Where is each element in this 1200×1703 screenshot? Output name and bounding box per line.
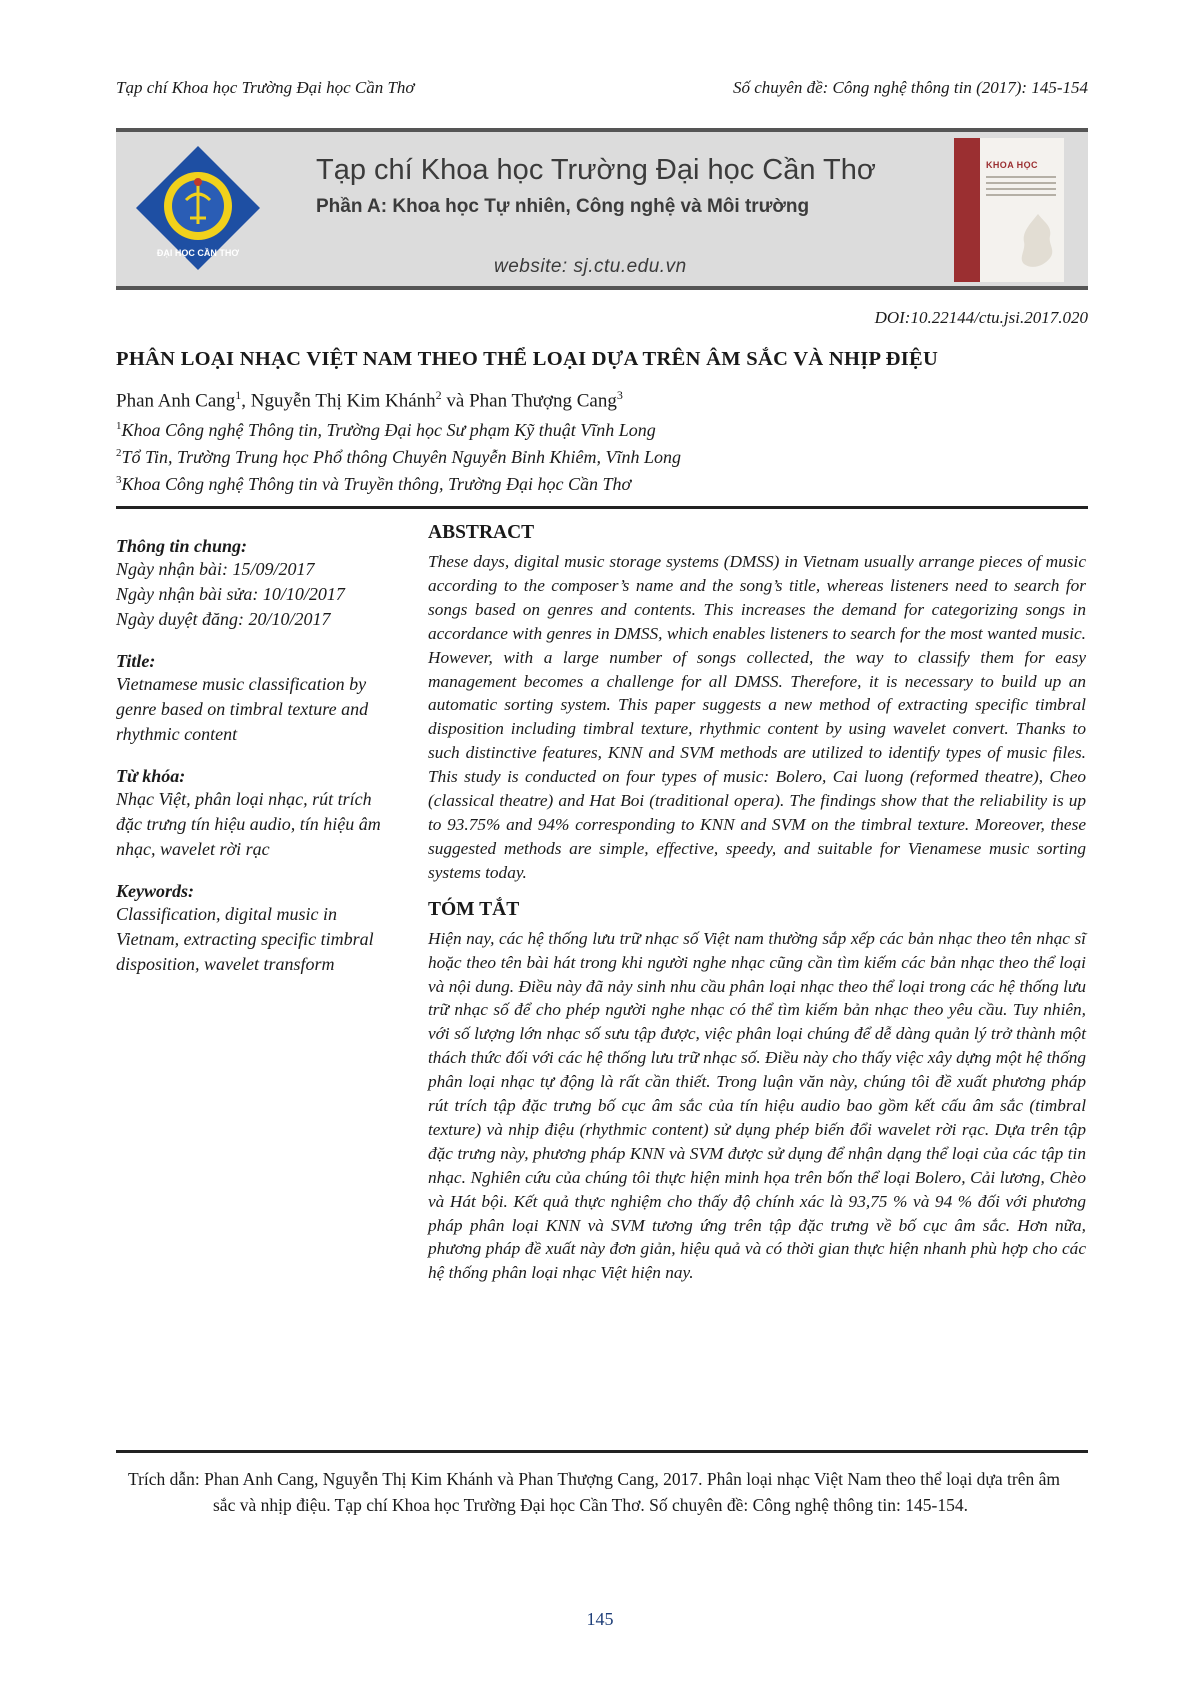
english-title-block [116, 651, 388, 747]
article-info-sidebar [116, 536, 388, 996]
banner-subtitle: Phần A: Khoa học Tự nhiên, Công nghệ và Môi trường [316, 196, 810, 217]
author-list [116, 388, 623, 412]
keywords-en-block [116, 881, 388, 977]
author-affiliation-mark: 1 [235, 388, 242, 402]
affiliation [116, 474, 631, 495]
affiliation-mark: 1 [116, 420, 122, 432]
english-title-text: Vietnamese music classification by genre based on timbral texture and rhythmic content [116, 674, 369, 744]
tomtat-text: Hiện nay, các hệ thống lưu trữ nhạc số Việt nam thường sắp xếp các bản nhạc theo tên nhạc sĩ hoặc theo tên bài hát trong khi người nghe nhạc cũng cần tìm kiếm các bản nhạc theo thể loại và nội dung. Điều này đã nảy sinh nhu cầu phân loại nhạc theo thể loại trong các hệ thống lưu trữ nhạc số để cho phép người nghe nhạc có thể tìm kiếm bản nhạc theo yêu cầu. Tuy nhiên, với số lượng lớn nhạc số sưu tập được, việc phân loại chúng để dễ dàng quản lý trở thành một thách thức đối với các hệ thống lưu trữ nhạc số. Điều này cho thấy việc xây dựng một hệ thống phân loại nhạc tự động là rất cần thiết. Trong luận văn này, chúng tôi đề xuất phương pháp rút trích tập đặc trưng bố cục âm sắc của tín hiệu audio bao gồm kết cấu âm sắc (timbral texture) và nhịp điệu (rhythmic content) sử dụng phép biến đổi wavelet rời rạc. Dựa trên tập đặc trưng này, phương pháp KNN và SVM được sử dụng để nhận dạng thể loại của các tập tin nhạc. Nghiên cứu của chúng tôi thực hiện minh họa trên bốn thể loại Bolero, Cải lương, Chèo và Hát bội. Kết quả thực nghiệm cho thấy độ chính xác là 93,75 % và 94 % đối với phương pháp phân loại KNN và SVM tương ứng trên tập đặc trưng về bố cục âm sắc. Hơn nữa, phương pháp đề xuất này đơn giản, hiệu quả và có thời gian thực hiện nhanh phù hợp cho các hệ thống phân loại nhạc Việt hiện nay. [428, 928, 1086, 1283]
author-name: Phan Anh Cang [116, 390, 236, 412]
keywords-vi-block [116, 766, 388, 862]
abstract-column [428, 522, 1086, 1299]
general-info [116, 536, 388, 632]
affiliation-mark: 3 [116, 474, 122, 486]
citation: Trích dẫn: Phan Anh Cang, Nguyễn Thị Kim Khánh và Phan Thượng Cang, 2017. Phân loại nhạc Việt Nam theo thể loại dựa trên âm sắc và nhịp điệu. Tạp chí Khoa học Trường Đại học Cần Thơ. Số chuyên đề: Công nghệ thông tin: 145-154. [128, 1469, 1061, 1515]
header-divider [116, 506, 1088, 509]
logo-text: ĐẠI HỌC CẦN THƠ [156, 248, 240, 258]
received-date: Ngày nhận bài: 15/09/2017 [116, 559, 315, 579]
abstract-text: These days, digital music storage systems (DMSS) in Vietnam usually arrange pieces of music according to the composer’s name and the song’s title, whereas listeners need to search for songs based on genres and contents. This increases the demand for categorizing songs in accordance with genres in DMSS, which enables listeners to search for the most wanted music. However, with a large number of songs collected, the way to classify them for easy management becomes a challenge for all DMSS. Therefore, it is necessary to build up an automatic sorting system. This paper suggests a new method of extracting specific timbral disposition including timbral texture, rhythmic content by using wavelet convert. Thanks to such distinctive features, KNN and SVM methods are utilized to identify types of music files. This study is conducted on four types of music: Bolero, Cai luong (reformed theatre), Cheo (classical theatre) and Hat Boi (traditional opera). The findings show that the reliability is up to 93.75% and 94% corresponding to KNN and SVM on the timbral texture. Moreover, these suggested methods are simple, effective, speedy, and suitable for Vienamese music sorting systems today. [428, 552, 1086, 882]
abstract-heading: ABSTRACT [428, 522, 535, 543]
keywords-en-text: Classification, digital music in Vietnam, extracting specific timbral disposition, wavelet transform [116, 904, 374, 974]
tomtat-heading: TÓM TẮT [428, 898, 520, 920]
university-logo-icon [134, 144, 262, 272]
affiliation [116, 447, 681, 468]
map-icon [1014, 212, 1058, 272]
journal-cover-thumbnail [954, 138, 1064, 282]
accepted-date: Ngày duyệt đăng: 20/10/2017 [116, 609, 331, 629]
footer-divider [116, 1450, 1088, 1453]
keywords-vi-text: Nhạc Việt, phân loại nhạc, rút trích đặc trưng tín hiệu audio, tín hiệu âm nhạc, wavelet rời rạc [116, 789, 381, 859]
keywords-en-heading: Keywords: [116, 881, 194, 901]
author-separator: , [241, 390, 251, 412]
journal-banner [116, 128, 1088, 290]
author-affiliation-mark: 3 [616, 388, 623, 402]
cover-text: KHOA HỌC [986, 160, 1038, 170]
general-info-heading: Thông tin chung: [116, 536, 248, 556]
article-title: PHÂN LOẠI NHẠC VIỆT NAM THEO THỂ LOẠI DỰA TRÊN ÂM SẮC VÀ NHỊP ĐIỆU [116, 348, 939, 370]
cover-text-lines [986, 176, 1056, 200]
english-title-heading: Title: [116, 651, 156, 671]
keywords-vi-heading: Từ khóa: [116, 766, 186, 786]
running-head [116, 78, 1088, 98]
author-name: Nguyễn Thị Kim Khánh [250, 390, 436, 412]
affiliation-text: Khoa Công nghệ Thông tin và Truyền thông, Trường Đại học Cần Thơ [121, 474, 632, 494]
running-head-journal: Tạp chí Khoa học Trường Đại học Cần Thơ [116, 78, 415, 97]
affiliation [116, 420, 656, 441]
banner-website[interactable]: website: sj.ctu.edu.vn [494, 256, 687, 277]
running-head-issue: Số chuyên đề: Công nghệ thông tin (2017): 145-154 [732, 78, 1088, 97]
doi[interactable]: DOI:10.22144/ctu.jsi.2017.020 [874, 308, 1088, 327]
author-name: Phan Thượng Cang [469, 390, 617, 412]
affiliation-text: Tổ Tin, Trường Trung học Phổ thông Chuyên Nguyễn Bỉnh Khiêm, Vĩnh Long [121, 447, 681, 467]
revised-date: Ngày nhận bài sửa: 10/10/2017 [116, 584, 345, 604]
author-affiliation-mark: 2 [435, 388, 442, 402]
affiliation-text: Khoa Công nghệ Thông tin, Trường Đại học Sư phạm Kỹ thuật Vĩnh Long [121, 420, 656, 440]
page-number: 145 [586, 1609, 614, 1629]
affiliation-mark: 2 [116, 447, 122, 459]
author-separator: và [441, 390, 470, 412]
banner-title: Tạp chí Khoa học Trường Đại học Cần Thơ [316, 154, 876, 186]
cover-stripe [954, 138, 980, 282]
